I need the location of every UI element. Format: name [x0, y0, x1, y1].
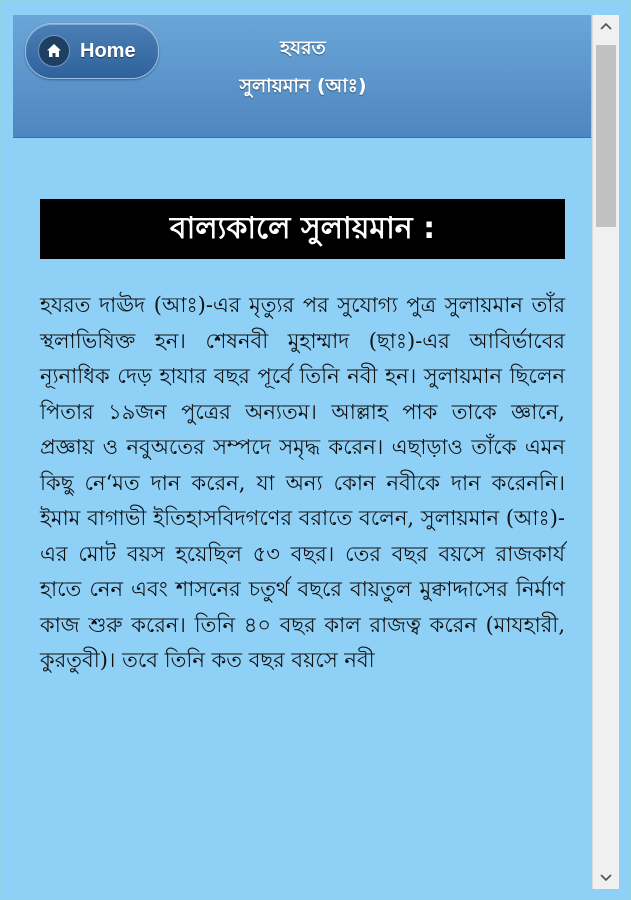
- chevron-up-icon[interactable]: [593, 15, 619, 37]
- page-title: [173, 29, 433, 105]
- home-button-label: Home: [80, 39, 136, 62]
- home-icon: [38, 35, 70, 67]
- scrollbar-thumb[interactable]: [596, 45, 616, 227]
- home-button[interactable]: [25, 23, 159, 79]
- page-title-line-2: সুলায়মান (আঃ): [239, 75, 367, 97]
- vertical-scrollbar[interactable]: [592, 15, 619, 889]
- page-header: [13, 15, 591, 138]
- article-paragraph: হযরত দাঊদ (আঃ)-এর মৃত্যুর পর সুযোগ্য পুত্র সুলায়মান তাঁর স্থলাভিষিক্ত হন। শেষনবী মুহাম্মাদ (ছাঃ)-এর আবির্ভাবের ন্যূনাধিক দেড় হাযার বছর পূর্বে তিনি নবী হন। সুলায়মান ছিলেন পিতার ১৯জন পুত্রের অন্যতম। আল্লাহ পাক তাকে জ্ঞানে, প্রজ্ঞায় ও নবুঅতের সম্পদে সমৃদ্ধ করেন। এছাড়াও তাঁকে এমন কিছু নে‘মত দান করেন, যা অন্য কোন নবীকে দান করেননি। ইমাম বাগাভী ইতিহাসবিদগণের বরাতে বলেন, সুলায়মান (আঃ)-এর মোট বয়স হয়েছিল ৫৩ বছর। তের বছর বয়সে রাজকার্য হাতে নেন এবং শাসনের চতুর্থ বছরে বায়তুল মুক্বাদ্দাসের নির্মাণ কাজ শুরু করেন। তিনি ৪০ বছর কাল রাজত্ব করেন (মাযহারী, কুরতুবী)। তবে তিনি কত বছর বয়সে নবী: [40, 293, 565, 672]
- main-content: [13, 138, 591, 899]
- page-title-line-1: হযরত: [280, 37, 326, 59]
- chevron-down-icon[interactable]: [593, 867, 619, 889]
- section-heading: বাল্যকালে সুলায়মান :: [40, 199, 565, 259]
